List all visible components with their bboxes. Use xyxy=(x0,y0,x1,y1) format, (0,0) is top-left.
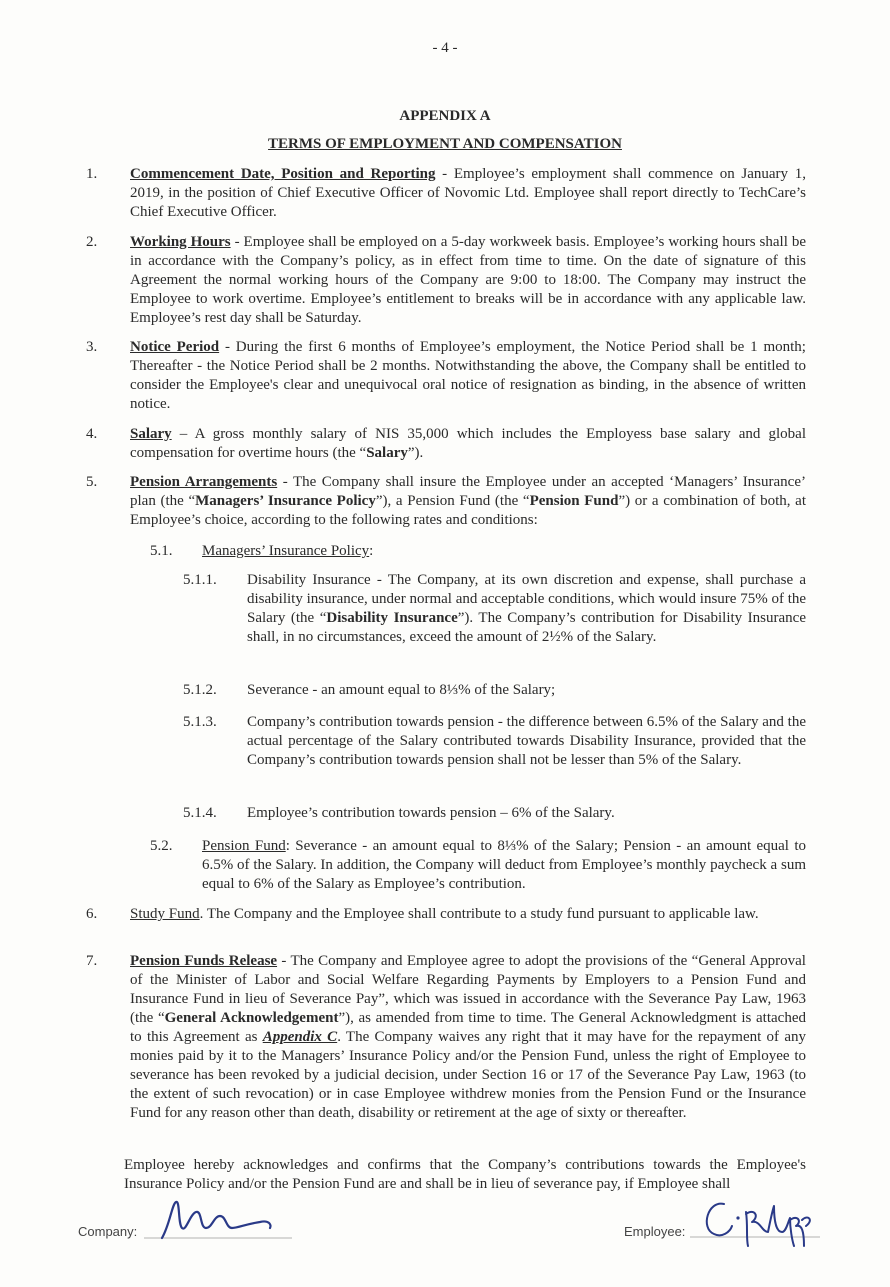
item-number: 2. xyxy=(86,234,98,250)
subitem-number: 5.1.2. xyxy=(183,682,217,698)
page-number: - 4 - xyxy=(432,40,458,56)
item-pension-funds-release: Pension Funds Release - The Company and Employee agree to adopt the provisions of the “General Approval of the Minister of Labor and Social Welfare Regarding Payments by Employers to a Pension Fund and Insurance Fund in lieu of Severance Pay”, which was issued in accordance with the Severance Pay Law, 1963 (the “General Acknowledgement”), as amended from time to time. The General Acknowledgment is attached to this Agreement as Appendix C. The Company waives any right that it may have for the repayment of any monies paid by it to the Managers’ Insurance Policy and/or the Pension Fund, unless the right of Employee to severance has been revoked by a judicial decision, under Section 16 or 17 of the Severance Pay Law, 1963 (to the extent of such revocation) or in case Employee withdrew monies from the Pension Fund or the Insurance Fund for any reason other than death, disability or retirement at the age of sixty or thereafter. xyxy=(130,953,806,1121)
item-number: 1. xyxy=(86,166,98,182)
subitem-number: 5.1.3. xyxy=(183,714,217,730)
item-number: 6. xyxy=(86,906,98,922)
item-number: 3. xyxy=(86,339,98,355)
subitem-managers-insurance: Managers’ Insurance Policy: xyxy=(202,543,374,559)
item-pension-arrangements: Pension Arrangements - The Company shall insure the Employee under an accepted ‘Managers’ Insurance’ plan (the “Managers’ Insurance Policy”), a Pension Fund (the “Pension Fund”) or a combination of both, at Employee’s choice, according to the following rates and conditions: xyxy=(130,474,806,528)
item-text: . The Company and the Employee shall contribute to a study fund pursuant to applicable law. xyxy=(199,906,759,922)
item-text: - Employee’s employment shall commence on January 1, 2019, in the position of Chief Executive Officer of Novomic Ltd. Employee shall report directly to TechCare’s Chief Executive Officer. xyxy=(130,166,806,220)
subitem-company-contribution: Company’s contribution towards pension - the difference between 6.5% of the Salary and the actual percentage of the Salary contributed towards Disability Insurance, provided that the Company’s contribution towards pension shall not be lesser than 5% of the Salary. xyxy=(247,714,806,768)
item-salary: Salary – A gross monthly salary of NIS 35,000 which includes the Employess base salary and global compensation for overtime hours (the “Salary”). xyxy=(130,426,806,461)
item-heading: Pension Arrangements xyxy=(130,474,278,490)
item-heading: Commencement Date, Position and Reporting xyxy=(130,166,436,182)
appendix-subtitle: TERMS OF EMPLOYMENT AND COMPENSATION xyxy=(268,136,622,152)
item-heading: Working Hours xyxy=(130,234,231,250)
subitem-employee-contribution: Employee’s contribution towards pension – 6% of the Salary. xyxy=(247,805,615,821)
item-text: - Employee shall be employed on a 5-day workweek basis. Employee’s working hours shall be in accordance with the Company’s policy, as in effect from time to time. On the date of signature of this Agreement the normal working hours of the Company are 9:00 to 18:00. The Company may instruct the Employee to work overtime. Employee’s entitlement to breaks will be in accordance with any applicable law. Employee’s rest day shall be Saturday. xyxy=(130,234,806,326)
item-study-fund xyxy=(130,905,806,924)
item-text: - During the first 6 months of Employee’s employment, the Notice Period shall be 1 month; Thereafter - the Notice Period shall be 2 months. Notwithstanding the above, the Company shall be entitled to consider the Employee's clear and unequivocal oral notice of resignation as binding, in the absence of written notice. xyxy=(130,339,806,412)
item-heading: Study Fund xyxy=(130,906,200,922)
subitem-pension-fund: Pension Fund: Severance - an amount equal to 8⅓% of the Salary; Pension - an amount equal to 6.5% of the Salary. In addition, the Company will deduct from Employee’s monthly paycheck a sum equal to 6% of the Salary as Employee’s contribution. xyxy=(202,838,806,892)
item-number: 4. xyxy=(86,426,98,442)
company-signature-label: Company: xyxy=(78,1224,138,1239)
appendix-title: APPENDIX A xyxy=(399,108,491,124)
company-signature xyxy=(142,1198,302,1246)
item-notice-period xyxy=(130,338,806,414)
employee-signature xyxy=(690,1192,830,1248)
item-heading: Salary xyxy=(130,426,172,442)
closing-paragraph: Employee hereby acknowledges and confirms that the Company’s contributions towards the Employee's Insurance Policy and/or the Pension Fund are and shall be in lieu of severance pay, if Employee shall xyxy=(124,1157,806,1192)
subitem-number: 5.2. xyxy=(150,838,173,854)
item-heading: Notice Period xyxy=(130,339,220,355)
subitem-number: 5.1.1. xyxy=(183,572,217,588)
item-working-hours xyxy=(130,233,806,328)
subitem-severance: Severance - an amount equal to 8⅓% of the Salary; xyxy=(247,682,556,698)
subitem-number: 5.1.4. xyxy=(183,805,217,821)
appendix-c-reference: Appendix C xyxy=(262,1029,338,1045)
item-commencement xyxy=(130,165,806,222)
subitem-number: 5.1. xyxy=(150,543,173,559)
item-number: 7. xyxy=(86,953,98,969)
item-heading: Pension Funds Release xyxy=(130,953,278,969)
subitem-disability-insurance: Disability Insurance - The Company, at its own discretion and expense, shall purchase a disability insurance, under normal and acceptable conditions, which would insure 75% of the Salary (the “Disability Insurance”). The Company’s contribution for Disability Insurance shall, in no circumstances, exceed the amount of 2½% of the Salary. xyxy=(247,572,807,645)
employee-signature-label: Employee: xyxy=(624,1224,686,1239)
item-number: 5. xyxy=(86,474,98,490)
